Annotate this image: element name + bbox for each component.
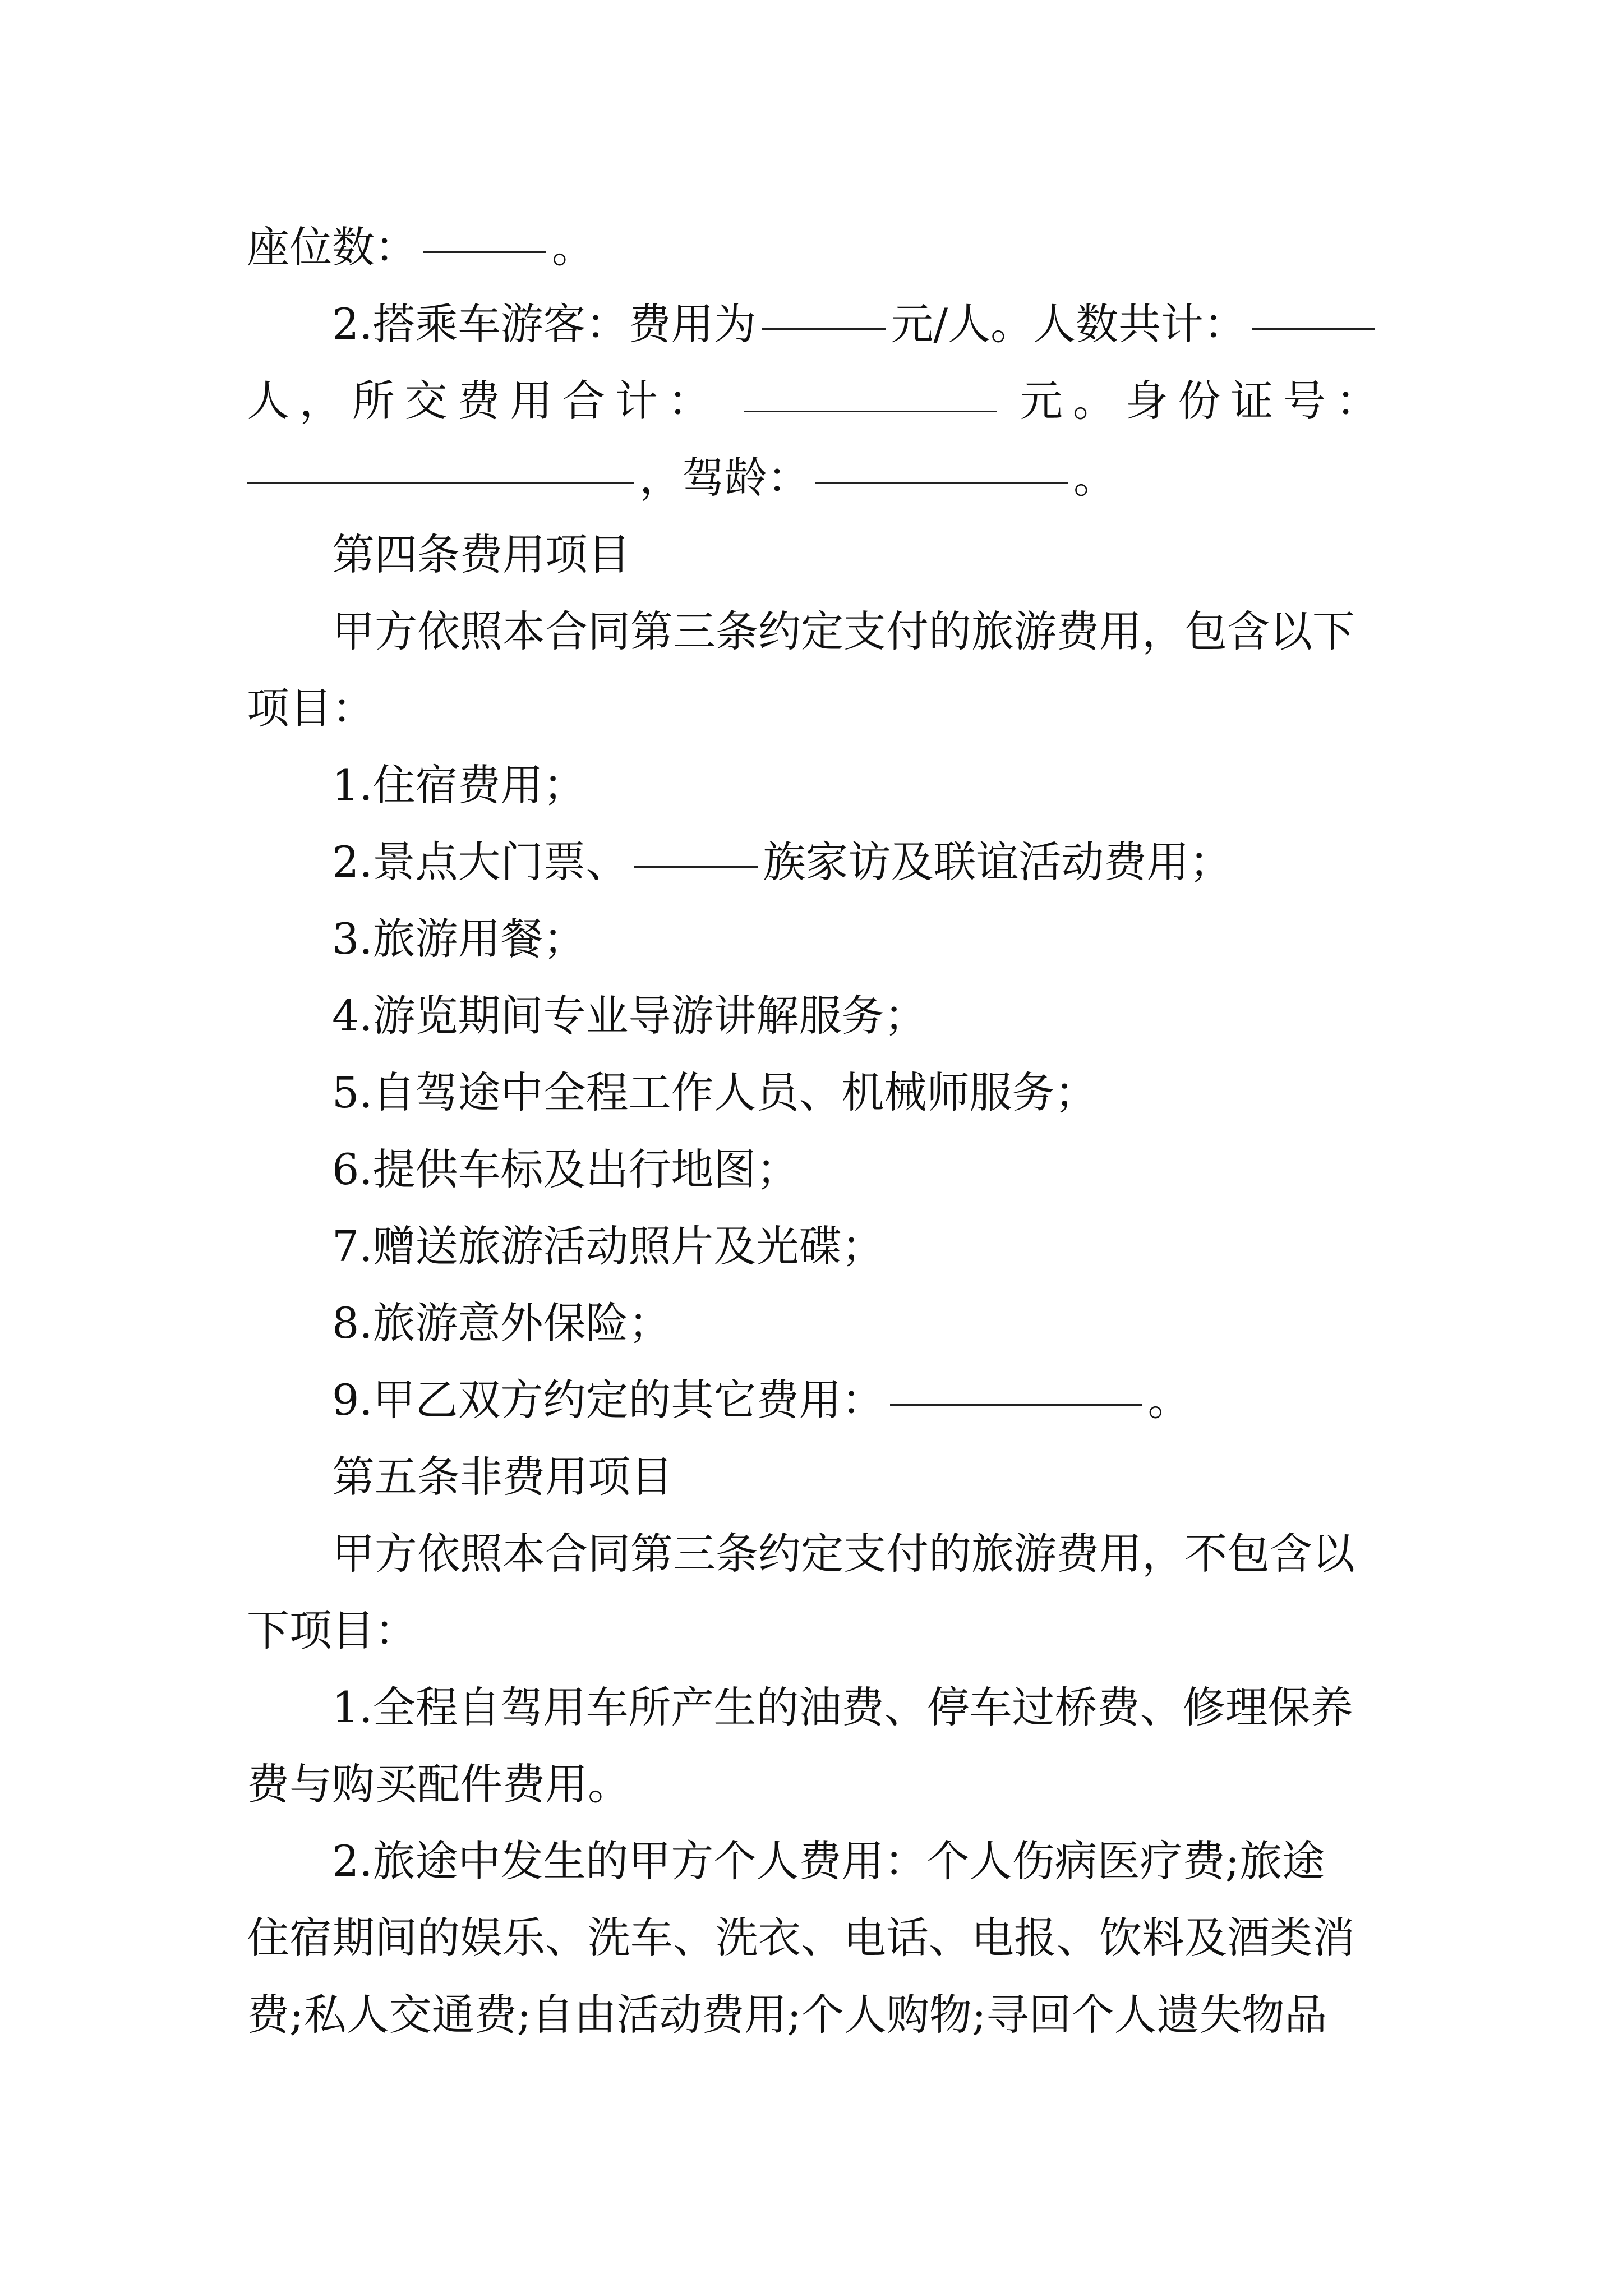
other-fees-blank [890, 1404, 1142, 1406]
item-text: 2.景点大门票、 [332, 837, 629, 887]
passenger-total-line [247, 362, 1378, 439]
passenger-fee-label: 2.搭乘车游客：费用为 [332, 299, 757, 349]
seat-count-blank [423, 251, 546, 253]
article-5-title: 第五条非费用项目 [332, 1452, 673, 1502]
list-item: 7.赠送旅游活动照片及光碟； [332, 1221, 884, 1271]
article-5-intro: 甲方依照本合同第三条约定支付的旅游费用，不包含以 [332, 1529, 1355, 1579]
article-5-intro-continued: 下项目： [247, 1605, 417, 1655]
total-fee-blank [744, 410, 997, 412]
article-4-intro-continued: 项目： [247, 683, 375, 733]
list-item-continued: 费;私人交通费;自由活动费用;个人购物;寻回个人遗失物品 [247, 1990, 1327, 2040]
punctuation: 。 [1147, 1375, 1191, 1425]
article-4-intro: 甲方依照本合同第三条约定支付的旅游费用，包含以下 [332, 606, 1355, 656]
item-text: 9.甲乙双方约定的其它费用： [332, 1375, 884, 1425]
seat-count-line [247, 209, 1378, 286]
list-item [247, 1361, 1378, 1438]
list-item: 4.游览期间专业导游讲解服务； [332, 991, 927, 1041]
ethnic-group-blank [634, 866, 758, 868]
driving-age-label: ，驾龄： [639, 453, 810, 503]
total-fee-label: 人，所交费用合计： [247, 376, 721, 426]
article-4-title: 第四条费用项目 [332, 530, 630, 579]
list-item: 5.自驾途中全程工作人员、机械师服务； [332, 1068, 1098, 1117]
list-item: 1.全程自驾用车所产生的油费、停车过桥费、修理保养 [332, 1682, 1353, 1732]
id-number-label: 元。身份证号： [1020, 376, 1378, 426]
contract-text [247, 209, 1378, 2053]
punctuation: 。 [1073, 453, 1116, 503]
list-item-continued: 住宿期间的娱乐、洗车、洗衣、电话、电报、饮料及酒类消 [247, 1913, 1355, 1963]
list-item: 3.旅游用餐； [332, 914, 586, 964]
list-item [247, 823, 1378, 900]
list-item: 2.旅途中发生的甲方个人费用：个人伤病医疗费;旅途 [332, 1836, 1325, 1886]
id-number-blank [247, 481, 634, 484]
list-item: 8.旅游意外保险； [332, 1298, 671, 1348]
seat-count-label: 座位数： [247, 222, 417, 272]
driving-age-blank [815, 481, 1068, 484]
item-text: 族家访及联谊活动费用； [763, 837, 1232, 887]
passenger-count-label: 元/人。人数共计： [891, 299, 1247, 349]
fee-per-person-blank [762, 328, 886, 330]
punctuation: 。 [552, 222, 594, 272]
list-item: 6.提供车标及出行地图； [332, 1144, 799, 1194]
passenger-count-blank [1252, 328, 1375, 330]
list-item-continued: 费与购买配件费用。 [247, 1759, 630, 1809]
passenger-fee-line [247, 286, 1378, 362]
driving-age-line [247, 439, 1378, 516]
list-item: 1.住宿费用； [332, 760, 586, 810]
